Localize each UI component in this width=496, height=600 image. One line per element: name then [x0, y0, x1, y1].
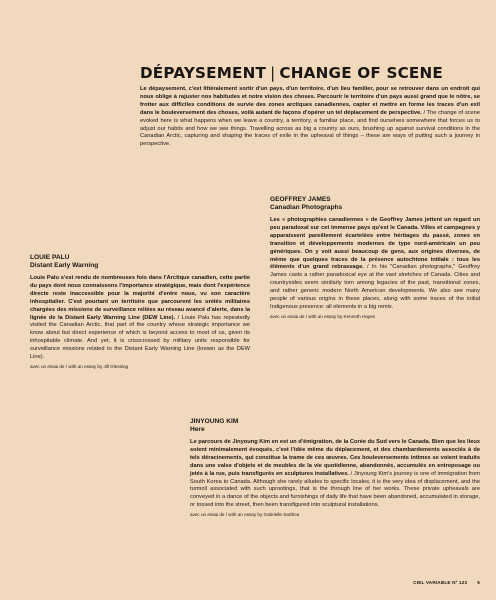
intro-paragraph [140, 86, 480, 149]
artist-text-en: / Jinyoung Kim's journey is one of immigration from South Korea to Canada. Although she rarely alludes to specific locales, it is the very idea of displacement, and the turmoil associated with such uprootings, that is the through line of her works. These private upheavals are conveyed in a dance of the objects and furnishings of daily life that have been abandoned, accumulated in storage, or tossed into the street, then been transfigured into sculptural installations. [190, 470, 480, 509]
intro-fr: Le dépaysement, c'est littéralement sortir d'un pays, d'un territoire, d'un lieu familier, pour se retrouver dans un endroit qui nous oblige à rajuster nos habitudes et notre vision des choses. Parcourir le territoire d'un pays aussi grand que le nôtre, se frotter aux difficiles conditions de survie des zones arctiques canadiennes, capter et mettre en forme les traces d'un exil dans le bouleversement des choses, voilà autant de façons d'opérer un tel déplacement de perspective. [140, 86, 480, 116]
essay-credit: avec un essai de / with an essay by Kenneth Hayes [270, 313, 375, 319]
artist-text [30, 275, 250, 362]
magazine-issue: CIEL VARIABLE Nº 123 [413, 580, 468, 585]
intro-en: / The change of scene evoked here is what happens when we leave a country, a territory, a familiar place, and find ourselves somewhere that forces us to adjust our habits and how we see things. Travelling across as big a country as ours, brushing up against survival conditions in the Canadian Arctic, capturing and shaping the traces of exile in the upheaval of things – these are ways of putting such a journey in perspective. [140, 109, 480, 148]
page-footer [380, 580, 480, 585]
artist-text-fr: Louie Palu s'est rendu de nombreuses fois dans l'Arctique canadien, cette partie du pays dont nous connaissons l'importance stratégique, mais dont l'expérience directe reste inaccessible pour la majorité d'entre nous, vu son caractère inhospitalier. C'est pourtant un territoire que parcourent les unités militaires chargées des missions de surveillance reliées au réseau avancé d'alerte, dans la lignée de la Distant Early Warning Line (DEW Line). [30, 275, 250, 321]
page-title [140, 64, 480, 82]
page-number: 5 [477, 580, 480, 585]
artist-text-fr: Le parcours de Jinyoung Kim en est un d'émigration, de la Corée du Sud vers le Canada. Bien que les lieux soient minimalement évoqués, c'est l'idée même du déplacement, et des chambardements associés à de tels déracinements, qui constitue la trame de ces œuvres. Ces bouleversements intimes se voient traduits dans une valse d'objets et de meubles de la vie quotidienne, abandonnés, accumulés en entreposage ou jetés à la rue, puis transfigurés en sculptures installatives. [190, 439, 480, 477]
project-title: Here [190, 426, 205, 433]
essay-credit: avec un essai de / with an essay by Jill Glessing [30, 363, 129, 369]
project-title: Canadian Photographs [270, 204, 343, 211]
artist-block-kim [190, 418, 480, 518]
artist-block-james [270, 196, 480, 320]
artist-text-en: / Louie Palu has repeatedly visited the Canadian Arctic, that part of the country whose strategic importance we know about but direct experience of which is beyond access to most of us, given its inhospitable climate. And yet, it is crisscrossed by military units responsible for surveillance missions related to the Distant Early Warning Line (known as the DEW Line). [30, 314, 251, 361]
artist-block-palu [30, 254, 250, 370]
artist-name: GEOFFREY JAMES [270, 196, 331, 203]
artist-text-fr: Les « photographies canadiennes » de Geoffrey James jettent un regard un peu paradoxal sur cet immense pays qu'est le Canada. Villes et campagnes y apparaissent pareillement écartelées entre héritages du passé, zones en transition et développements modernes de type nord-américain un peu génériques. On y voit aussi beaucoup de gens, aux origines diverses, de même que quelques traces de la présence autochtone initiale : tous les éléments d'un grand rebrassage. [270, 217, 480, 271]
artist-text [190, 439, 480, 510]
artist-name: LOUIE PALU [30, 254, 70, 261]
essay-credit: avec un essai de / with an essay by Gabrielle Sarthou [190, 512, 300, 518]
artist-name: JINYOUNG KIM [190, 418, 239, 425]
title-separator: | [270, 64, 276, 82]
artist-text-en: / In his "Canadian photographs," Geoffrey James casts a rather paradoxical eye at the vast stretches of Canada. Cities and countrysides seem similarly torn among legacies of the past, transitional zones, and rather generic modern North American developments. We also see many people of various origins in these places, along with some traces of the initial Indigenous presence: all elements in a big remix. [270, 264, 480, 310]
project-title: Distant Early Warning [30, 262, 99, 269]
artist-text [270, 217, 480, 312]
title-fr: DÉPAYSEMENT [140, 64, 267, 82]
title-en: CHANGE OF SCENE [279, 64, 443, 82]
